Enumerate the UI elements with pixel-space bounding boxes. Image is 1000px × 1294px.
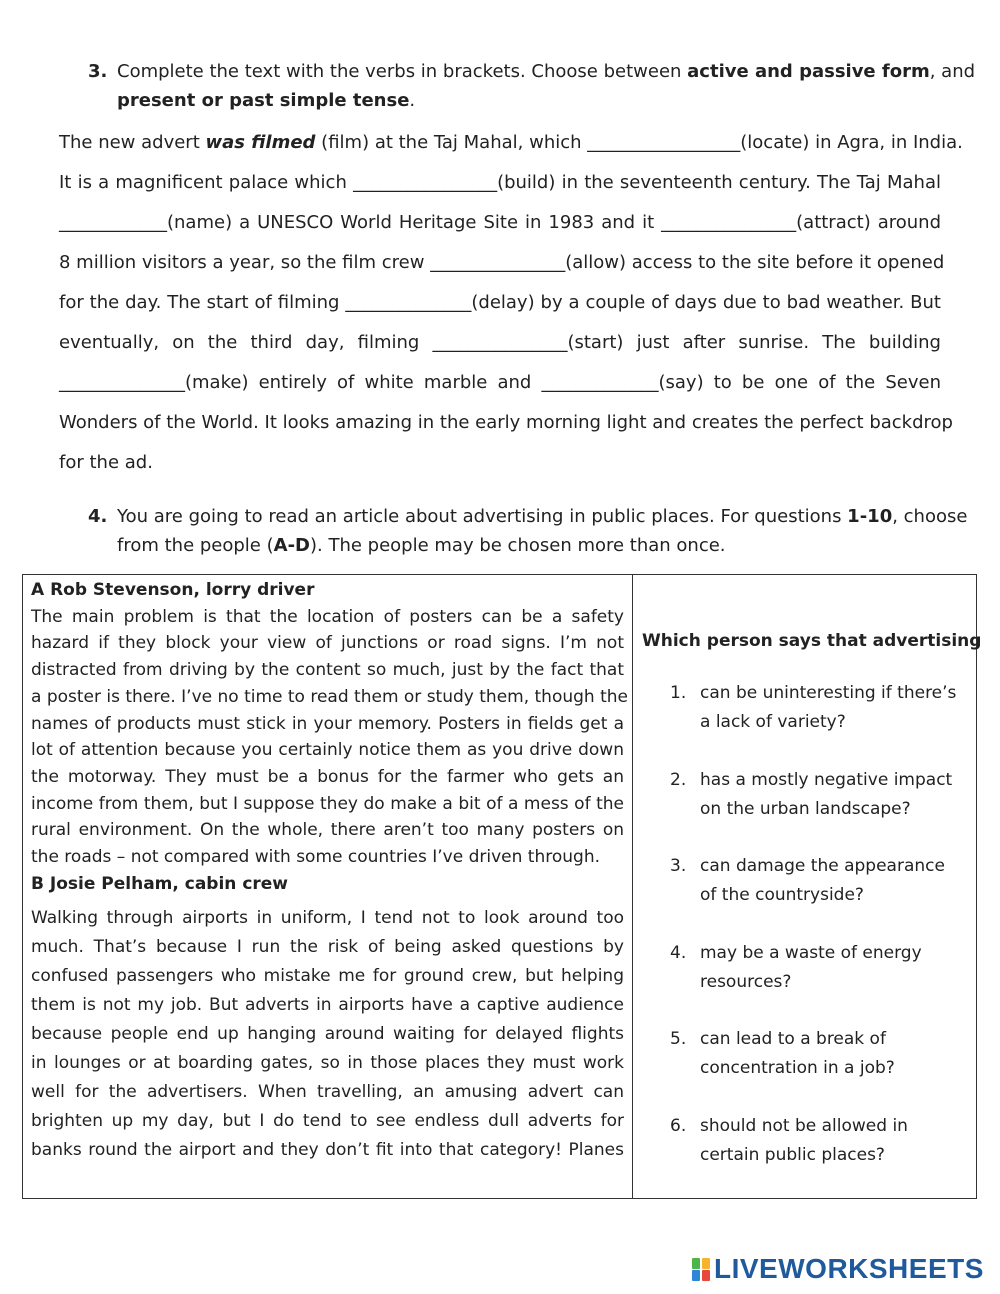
question-text-line1: should not be allowed in bbox=[700, 1116, 908, 1136]
question-text-line2: of the countryside? bbox=[700, 885, 864, 905]
para-l1-example: was filmed bbox=[205, 132, 316, 153]
q3-text-c: , and bbox=[929, 61, 976, 82]
question-item-1 bbox=[670, 679, 957, 732]
person-a-line: distracted from driving by the content so much, just by the fact that bbox=[31, 660, 624, 681]
person-b-line: banks round the airport and they don’t fit into that category! Planes bbox=[31, 1139, 624, 1160]
question-3-instruction-line1 bbox=[117, 57, 975, 86]
question-4-instruction-line2 bbox=[117, 531, 726, 560]
person-b-line: because people end up hanging around waiting for delayed flights bbox=[31, 1024, 624, 1045]
question-text-line1: can be uninteresting if there’s bbox=[700, 683, 957, 703]
question-item-5 bbox=[670, 1025, 895, 1078]
paragraph-line-8: Wonders of the World. It looks amazing in the early morning light and creates the perfect backdrop bbox=[59, 412, 953, 433]
person-a-line: the roads – not compared with some countries I’ve driven through. bbox=[31, 847, 601, 868]
q4-text-f: ). The people may be chosen more than once. bbox=[309, 535, 726, 556]
person-b-heading: B Josie Pelham, cabin crew bbox=[31, 873, 289, 894]
person-b-line: in lounges or at boarding gates, so in those places they must work bbox=[31, 1052, 624, 1073]
question-text-line1: can lead to a break of bbox=[700, 1029, 886, 1049]
para-l1-a: The new advert bbox=[59, 132, 206, 153]
q4-text-e: A-D bbox=[273, 535, 310, 556]
liveworksheets-logo-icon bbox=[692, 1257, 710, 1281]
paragraph-line-7: ______________(make) entirely of white marble and _____________(say) to be one of the Seven bbox=[59, 372, 941, 393]
logo-text: LIVEWORKSHEETS bbox=[714, 1253, 984, 1284]
person-a-line: a poster is there. I’ve no time to read them or study them, though the bbox=[31, 686, 629, 707]
person-b-line: Walking through airports in uniform, I tend not to look around too bbox=[31, 908, 624, 929]
question-item-6 bbox=[670, 1112, 908, 1165]
paragraph-line-6: eventually, on the third day, filming _______________(start) just after sunrise. The building bbox=[59, 332, 941, 353]
question-number: 5. bbox=[670, 1029, 687, 1049]
person-b-line: them is not my job. But adverts in airports have a captive audience bbox=[31, 995, 624, 1016]
question-text-line2: a lack of variety? bbox=[700, 712, 846, 732]
question-item-4 bbox=[670, 939, 922, 992]
question-item-2 bbox=[670, 766, 953, 819]
para-l1-c: (film) at the Taj Mahal, which _________________(locate) in Agra, in India. bbox=[315, 132, 963, 153]
person-a-line: lot of attention because you certainly notice them as you drive down bbox=[31, 740, 624, 761]
right-cell-title: Which person says that advertising bbox=[642, 631, 982, 651]
person-b-line: much. That’s because I run the risk of being asked questions by bbox=[31, 937, 624, 958]
q3-text-d: present or past simple tense bbox=[117, 90, 410, 111]
table-divider bbox=[632, 574, 633, 1199]
question-text-line2: on the urban landscape? bbox=[700, 799, 911, 819]
person-a-heading: A Rob Stevenson, lorry driver bbox=[31, 580, 315, 600]
paragraph-line-4: 8 million visitors a year, so the film crew _______________(allow) access to the site before it opened bbox=[59, 252, 945, 273]
question-text-line1: can damage the appearance bbox=[700, 856, 945, 876]
paragraph-line-3: ____________(name) a UNESCO World Heritage Site in 1983 and it _______________(attract) around bbox=[59, 212, 941, 233]
question-text-line1: has a mostly negative impact bbox=[700, 770, 953, 790]
person-b-line: confused passengers who mistake me for ground crew, but helping bbox=[31, 966, 624, 987]
question-number: 4. bbox=[670, 943, 687, 963]
person-a-line: hazard if they block your view of junctions or road signs. I’m not bbox=[31, 633, 624, 654]
liveworksheets-logo[interactable] bbox=[692, 1254, 984, 1284]
person-a-line: income from them, but I suppose they do make a bit of a mess of the bbox=[31, 793, 624, 814]
question-item-3 bbox=[670, 852, 945, 905]
spacer bbox=[31, 897, 624, 904]
question-text-line2: certain public places? bbox=[700, 1145, 885, 1165]
person-a-line: rural environment. On the whole, there aren’t too many posters on bbox=[31, 820, 624, 841]
q4-text-a: You are going to read an article about advertising in public places. For questions bbox=[117, 506, 848, 527]
paragraph-line-1 bbox=[59, 123, 963, 163]
question-3-number: 3. bbox=[88, 61, 108, 82]
person-a-line: the motorway. They must be a bonus for the farmer who gets an bbox=[31, 766, 624, 787]
question-4-instruction-line1 bbox=[117, 502, 967, 531]
question-text-line1: may be a waste of energy bbox=[700, 943, 922, 963]
q3-text-a: Complete the text with the verbs in brackets. Choose between bbox=[117, 61, 688, 82]
q3-text-e: . bbox=[409, 90, 416, 111]
table-left-cell bbox=[31, 577, 629, 1165]
q3-text-b: active and passive form bbox=[687, 61, 930, 82]
person-b-line: brighten up my day, but I do tend to see endless dull adverts for bbox=[31, 1110, 624, 1131]
question-number: 2. bbox=[670, 770, 687, 790]
q4-text-d: from the people ( bbox=[117, 535, 274, 556]
question-number: 6. bbox=[670, 1116, 687, 1136]
person-a-line: The main problem is that the location of posters can be a safety bbox=[31, 606, 624, 627]
question-3-instruction-line2 bbox=[117, 86, 415, 115]
q4-text-b: 1-10 bbox=[847, 506, 893, 527]
paragraph-line-2: It is a magnificent palace which ________________(build) in the seventeenth century. The Taj Mahal bbox=[59, 172, 941, 193]
question-text-line2: concentration in a job? bbox=[700, 1058, 895, 1078]
person-b-line: well for the advertisers. When travelling, an amusing advert can bbox=[31, 1081, 624, 1102]
paragraph-line-5: for the day. The start of filming ______________(delay) by a couple of days due to bad weather. But bbox=[59, 292, 941, 313]
question-number: 1. bbox=[670, 683, 687, 703]
question-4-number: 4. bbox=[88, 506, 108, 527]
q4-text-c: , choose bbox=[892, 506, 968, 527]
person-a-line: names of products must stick in your memory. Posters in fields get a bbox=[31, 713, 624, 734]
question-number: 3. bbox=[670, 856, 687, 876]
question-text-line2: resources? bbox=[700, 972, 792, 992]
paragraph-line-9: for the ad. bbox=[59, 452, 153, 473]
